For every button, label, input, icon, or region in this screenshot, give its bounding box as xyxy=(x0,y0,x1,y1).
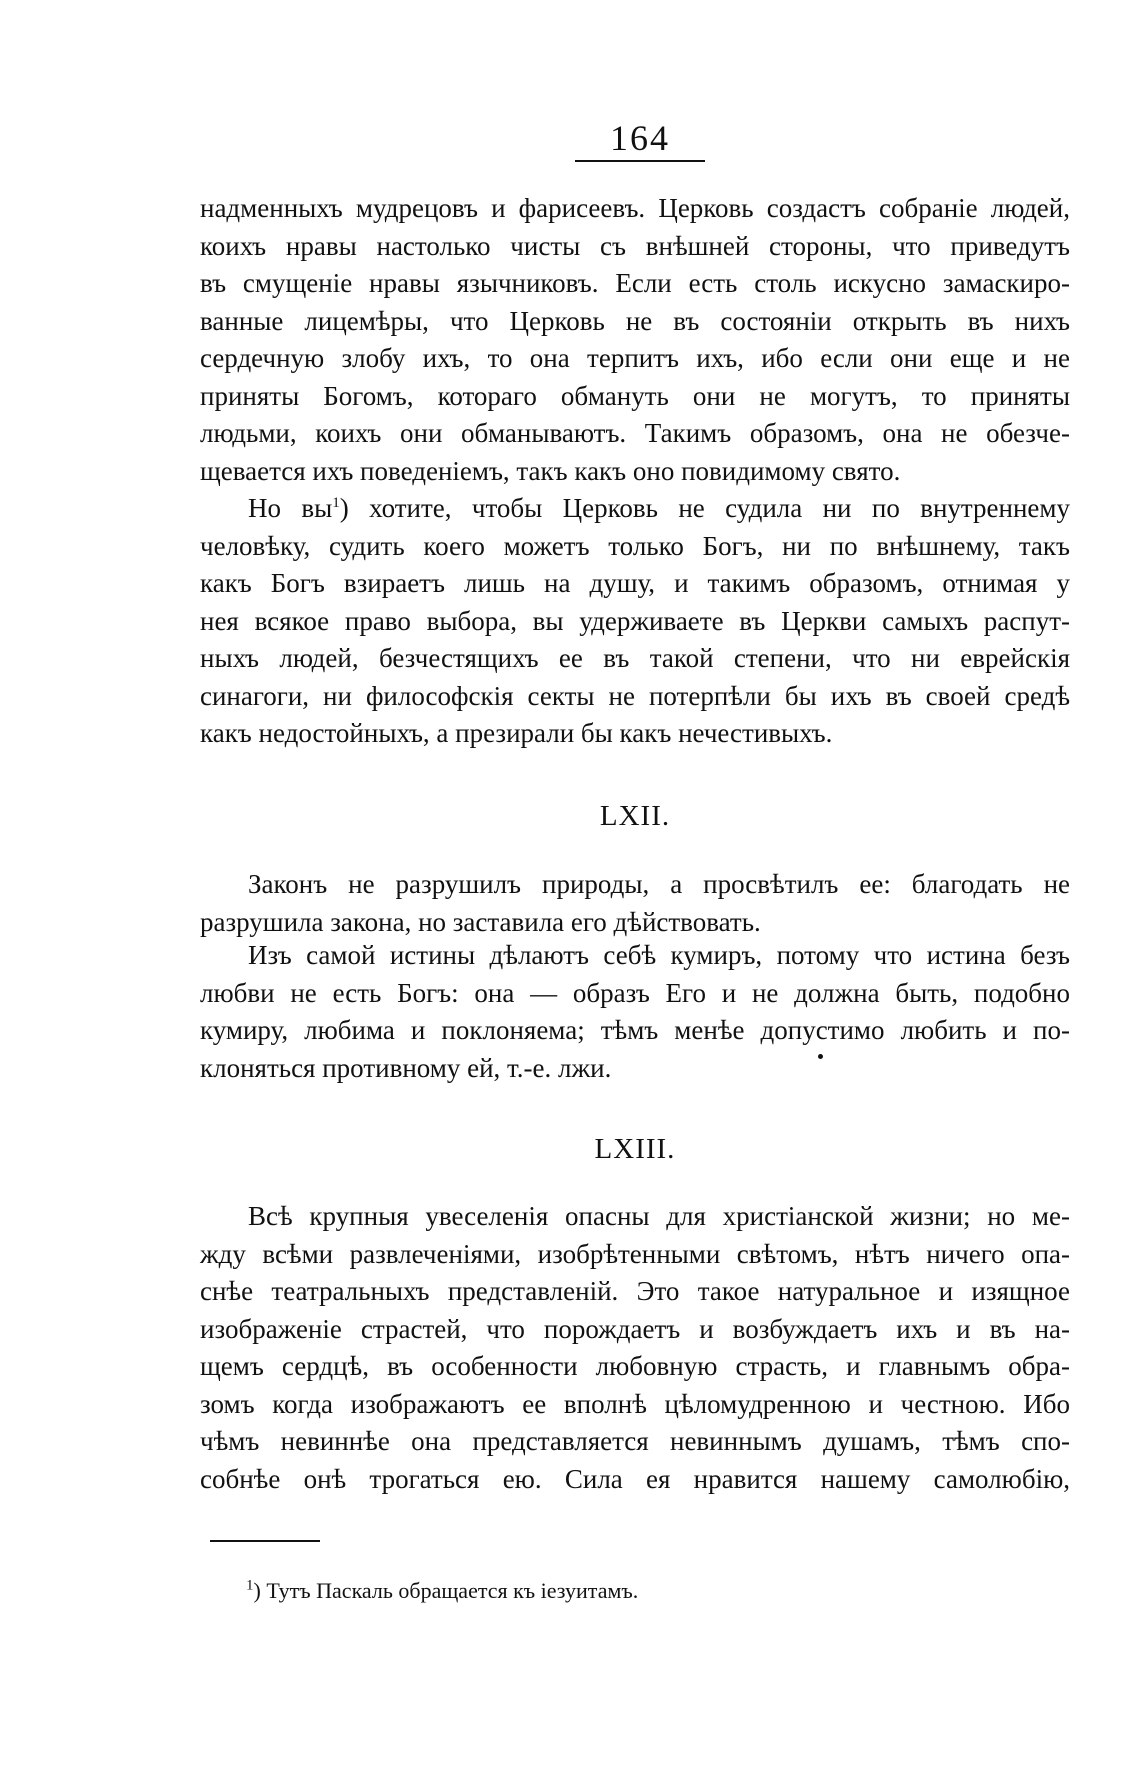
page-number: 164 xyxy=(610,118,670,158)
text-line: Законъ не разрушилъ природы, а просвѣтилъ ее: благодать не xyxy=(248,869,1070,899)
text-line: какъ Богъ взираетъ лишь на душу, и такимъ образомъ, отнимая у xyxy=(200,568,1070,598)
text-line: зомъ когда изображаютъ ее вполнѣ цѣломудренною и честною. Ибо xyxy=(200,1388,1070,1419)
text-line: ныхъ людей, безчестящихъ ее въ такой степени, что ни еврейскія xyxy=(200,643,1070,673)
paragraph-theatre xyxy=(200,1198,1070,1498)
text-line: жду всѣми развлеченіями, изобрѣтенными свѣтомъ, нѣтъ ничего опа- xyxy=(200,1238,1070,1269)
text-line: нея всякое право выбора, вы удерживаете въ Церкви самыхъ распут- xyxy=(200,605,1070,636)
text-line: ванные лицемѣры, что Церковь не въ состояніи открыть въ нихъ xyxy=(200,305,1070,336)
footnote xyxy=(246,1576,638,1606)
paragraph-law-nature xyxy=(200,866,1070,941)
text-line: человѣку, судить коего можетъ только Богъ, ни по внѣшнему, такъ xyxy=(200,530,1070,561)
text-fragment: ) хотите, чтобы Церковь не судила ни по внутреннему xyxy=(339,493,1070,523)
text-line: чѣмъ невиннѣе она представляется невиннымъ душамъ, тѣмъ спо- xyxy=(200,1426,1070,1456)
text-line: клоняться противному ей, т.-е. лжи. xyxy=(200,1052,612,1083)
text-line: сердечную злобу ихъ, то она терпитъ ихъ, ибо если они еще и не xyxy=(200,343,1070,373)
text-line: кумиру, любима и поклоняема; тѣмъ менѣе допустимо любить и по- xyxy=(200,1015,1070,1045)
text-line: надменныхъ мудрецовъ и фарисеевъ. Церковь создастъ собраніе людей, xyxy=(200,193,1070,223)
text-line: собнѣе онѣ трогаться ею. Сила ея нравится нашему самолюбію, xyxy=(200,1463,1070,1494)
footnote-text: ) Тутъ Паскаль обращается къ іезуитамъ. xyxy=(253,1578,639,1603)
paragraph-truth-idol xyxy=(200,937,1070,1087)
page-header xyxy=(575,118,705,162)
footnote-mark: 1 xyxy=(246,1577,254,1594)
text-line: щевается ихъ поведеніемъ, такъ какъ оно повидимому свято. xyxy=(200,455,901,486)
text-line: какъ недостойныхъ, а презирали бы какъ нечестивыхъ. xyxy=(200,718,833,748)
page-number-rule xyxy=(575,160,705,162)
section-heading-lxiii: LXIII. xyxy=(594,1133,676,1165)
footnote-separator xyxy=(210,1540,320,1542)
text-line: изображеніе страстей, что порождаетъ и возбуждаетъ ихъ и въ на- xyxy=(200,1313,1070,1344)
text-line: разрушила закона, но заставила его дѣйствовать. xyxy=(200,906,761,937)
text-line-first xyxy=(200,490,1070,528)
text-line: людьми, коихъ они обманываютъ. Такимъ образомъ, она не обезче- xyxy=(200,418,1070,448)
text-line: коихъ нравы настолько чисты съ внѣшней стороны, что приведутъ xyxy=(200,230,1070,261)
text-line: приняты Богомъ, котораго обмануть они не могутъ, то приняты xyxy=(200,380,1070,411)
text-line: Изъ самой истины дѣлаютъ себѣ кумиръ, потому что истина безъ xyxy=(248,940,1070,970)
text-line: любви не есть Богъ: она — образъ Его и не должна быть, подобно xyxy=(200,977,1070,1008)
stray-dot-mark xyxy=(818,1054,823,1059)
text-line: въ смущеніе нравы язычниковъ. Если есть столь искусно замаскиро- xyxy=(200,268,1070,298)
paragraph-church-judgment xyxy=(200,490,1070,753)
text-fragment: Но вы xyxy=(248,493,333,523)
footnote-reference: 1 xyxy=(332,495,340,511)
text-line: снѣе театральныхъ представленій. Это такое натуральное и изящное xyxy=(200,1276,1070,1306)
text-line: синагоги, ни философскія секты не потерпѣли бы ихъ въ своей средѣ xyxy=(200,680,1070,711)
paragraph-pharisees xyxy=(200,190,1070,490)
section-heading-lxii: LXII. xyxy=(599,800,671,832)
text-line: щемъ сердцѣ, въ особенности любовную страсть, и главнымъ обра- xyxy=(200,1351,1070,1381)
text-line: Всѣ крупныя увеселенія опасны для христіанской жизни; но ме- xyxy=(248,1201,1070,1231)
